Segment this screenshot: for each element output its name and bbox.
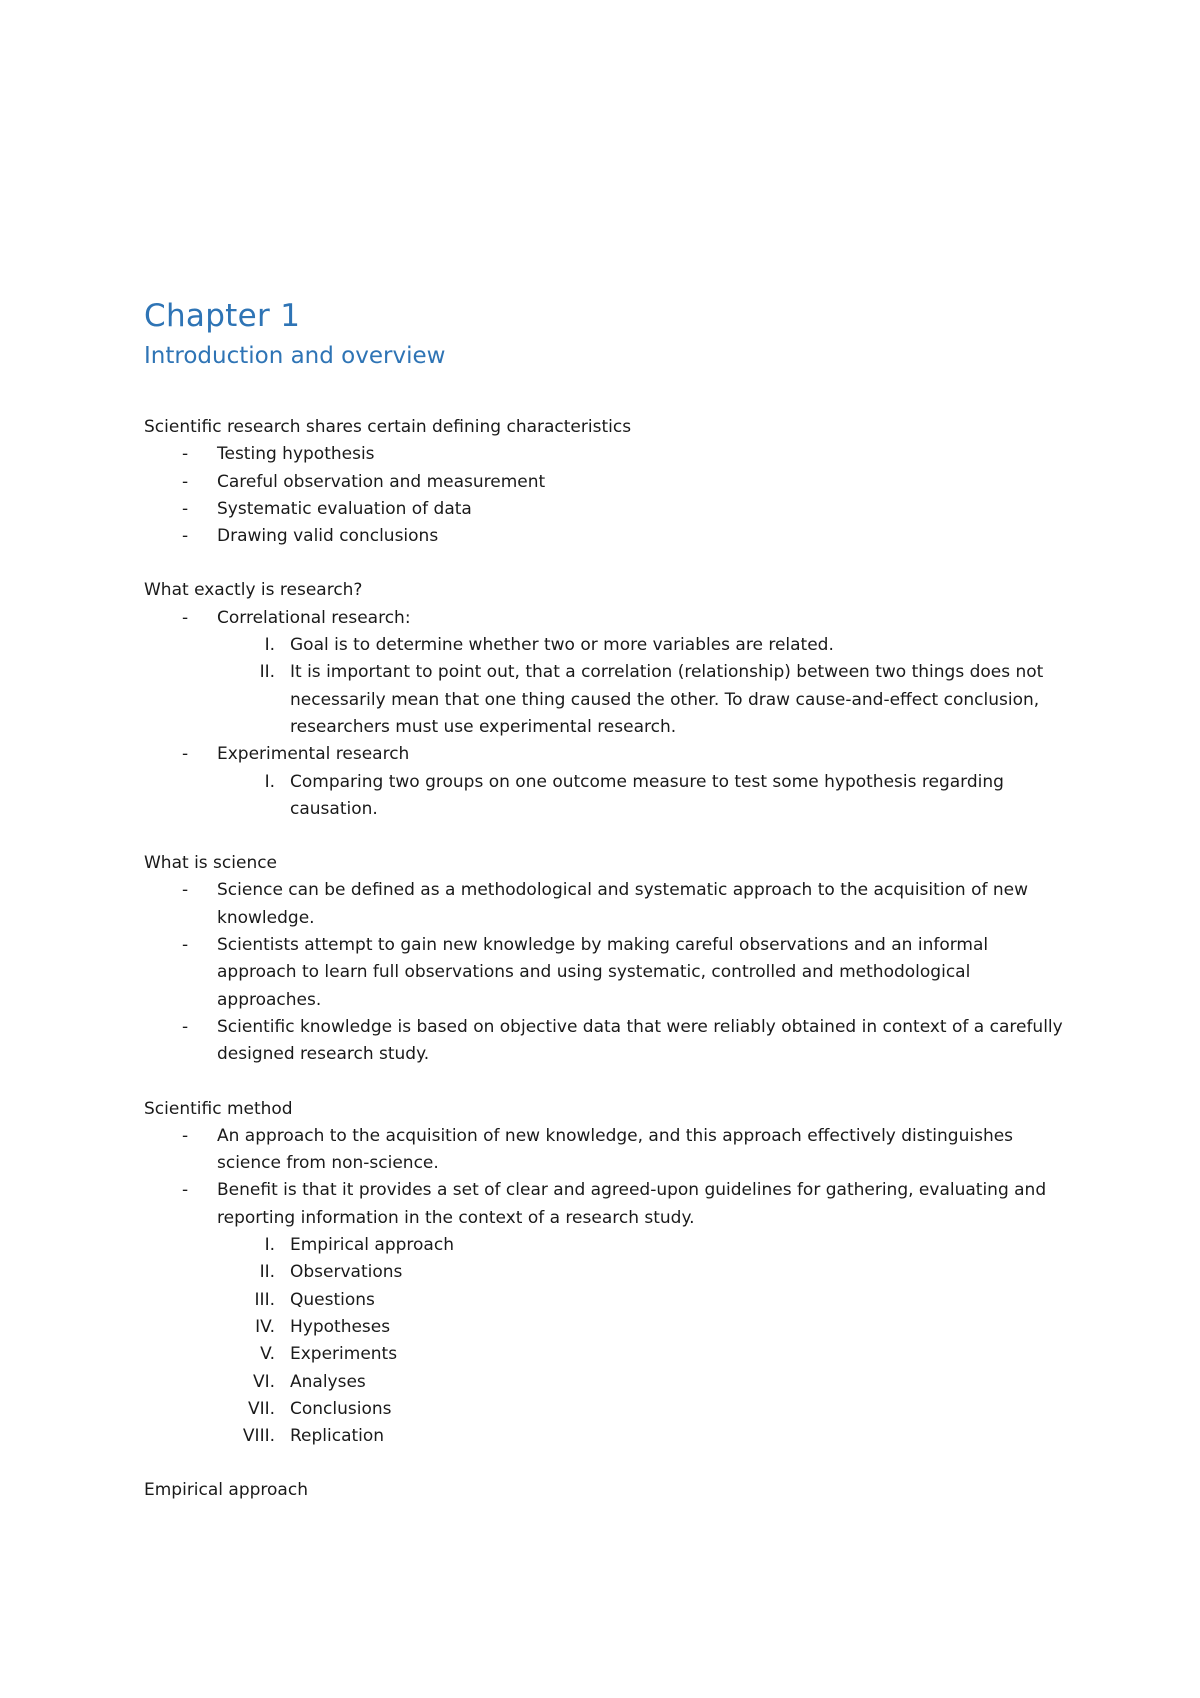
- dash-bullet: -: [182, 880, 189, 901]
- dash-bullet: -: [182, 935, 189, 956]
- list-item: [144, 523, 1064, 550]
- roman-numeral: II.: [259, 662, 275, 683]
- bullet-list: [144, 441, 1064, 550]
- section: [144, 414, 1064, 550]
- chapter-subtitle: Introduction and overview: [144, 343, 446, 369]
- sublist-item: [217, 1314, 1064, 1341]
- list-item-text: An approach to the acquisition of new knowledge, and this approach effectively distinguishes science from non-science.: [217, 1125, 1014, 1174]
- numbered-sublist: [217, 1232, 1064, 1450]
- section: [144, 577, 1064, 823]
- sublist-item-text: Comparing two groups on one outcome measure to test some hypothesis regarding causation.: [290, 771, 1004, 819]
- sublist-item: [217, 1341, 1064, 1368]
- sublist-item-text: Replication: [290, 1426, 385, 1447]
- dash-bullet: -: [182, 471, 189, 492]
- section-heading: What is science: [144, 853, 278, 874]
- dash-bullet: -: [182, 744, 189, 765]
- list-item: [144, 1014, 1064, 1069]
- sublist-item: [217, 1259, 1064, 1286]
- section: [144, 1096, 1064, 1451]
- section-heading: Scientific research shares certain defining characteristics: [144, 417, 632, 437]
- section-heading: What exactly is research?: [144, 580, 363, 601]
- roman-numeral: VIII.: [242, 1426, 275, 1447]
- sublist-item-text: Empirical approach: [290, 1235, 454, 1256]
- list-item-text: Science can be defined as a methodological and systematic approach to the acquisition of new knowledge.: [217, 880, 1029, 928]
- list-item-text: Careful observation and measurement: [217, 471, 546, 492]
- list-item: [144, 932, 1064, 1014]
- bullet-list: [144, 605, 1064, 823]
- sublist-item-text: Observations: [290, 1262, 403, 1283]
- numbered-sublist: [217, 769, 1064, 824]
- list-item: [144, 1123, 1064, 1178]
- list-item: [144, 441, 1064, 468]
- sublist-item: [217, 1232, 1064, 1259]
- list-item-text: Scientific knowledge is based on objective data that were reliably obtained in context of a carefully designed research study.: [217, 1016, 1063, 1065]
- sublist-item: [217, 1396, 1064, 1423]
- roman-numeral: IV.: [255, 1316, 275, 1337]
- sublist-item-text: Analyses: [290, 1371, 366, 1392]
- roman-numeral: III.: [254, 1289, 275, 1310]
- sublist-item-text: Conclusions: [290, 1398, 392, 1419]
- sublist-item: [217, 1369, 1064, 1396]
- dash-bullet: -: [182, 526, 189, 547]
- list-item-text: Experimental research: [217, 744, 410, 765]
- dash-bullet: -: [182, 444, 189, 465]
- dash-bullet: -: [182, 498, 189, 519]
- sublist-item-text: Questions: [290, 1289, 375, 1310]
- roman-numeral: VII.: [247, 1398, 275, 1419]
- document-content: [144, 296, 1064, 1505]
- dash-bullet: -: [182, 1016, 189, 1037]
- sublist-item-text: Hypotheses: [290, 1316, 391, 1337]
- sublist-item: [217, 632, 1064, 659]
- sublist-item-text: Goal is to determine whether two or more variables are related.: [290, 635, 834, 656]
- list-item-text: Scientists attempt to gain new knowledge by making careful observations and an informal approach to learn full observations and using systematic, controlled and methodological approaches.: [217, 935, 989, 1010]
- bullet-list: [144, 1123, 1064, 1451]
- sublist-item: [217, 1287, 1064, 1314]
- list-item: [144, 877, 1064, 932]
- list-item-text: Correlational research:: [217, 607, 411, 628]
- dash-bullet: -: [182, 1180, 189, 1201]
- list-item: [144, 496, 1064, 523]
- dash-bullet: -: [182, 1125, 189, 1146]
- list-item-text: Benefit is that it provides a set of clear and agreed-upon guidelines for gathering, evaluating and reporting information in the context of a research study.: [217, 1180, 1047, 1228]
- roman-numeral: V.: [260, 1344, 275, 1365]
- list-item-text: Systematic evaluation of data: [217, 498, 472, 519]
- numbered-sublist: [217, 632, 1064, 741]
- chapter-title: Chapter 1: [144, 298, 301, 334]
- list-item-text: Testing hypothesis: [217, 444, 375, 465]
- roman-numeral: I.: [264, 635, 275, 656]
- sublist-item: [217, 769, 1064, 824]
- dash-bullet: -: [182, 607, 189, 628]
- bullet-list: [144, 877, 1064, 1068]
- list-item: [144, 741, 1064, 823]
- section: [144, 850, 1064, 1068]
- sections-container: [144, 414, 1064, 1505]
- sublist-item-text: Experiments: [290, 1344, 398, 1365]
- sublist-item: [217, 659, 1064, 741]
- section-heading: Empirical approach: [144, 1480, 308, 1501]
- list-item: [144, 1177, 1064, 1450]
- section-heading: Scientific method: [144, 1098, 293, 1119]
- roman-numeral: I.: [264, 1235, 275, 1256]
- roman-numeral: II.: [259, 1262, 275, 1283]
- list-item-text: Drawing valid conclusions: [217, 526, 439, 547]
- roman-numeral: VI.: [252, 1371, 275, 1392]
- section: [144, 1477, 1064, 1504]
- roman-numeral: I.: [264, 771, 275, 792]
- sublist-item-text: It is important to point out, that a correlation (relationship) between two things does not necessarily mean that one thing caused the other. To draw cause-and-effect conclusion, researchers must use experimental research.: [290, 662, 1044, 737]
- list-item: [144, 469, 1064, 496]
- list-item: [144, 605, 1064, 741]
- sublist-item: [217, 1423, 1064, 1450]
